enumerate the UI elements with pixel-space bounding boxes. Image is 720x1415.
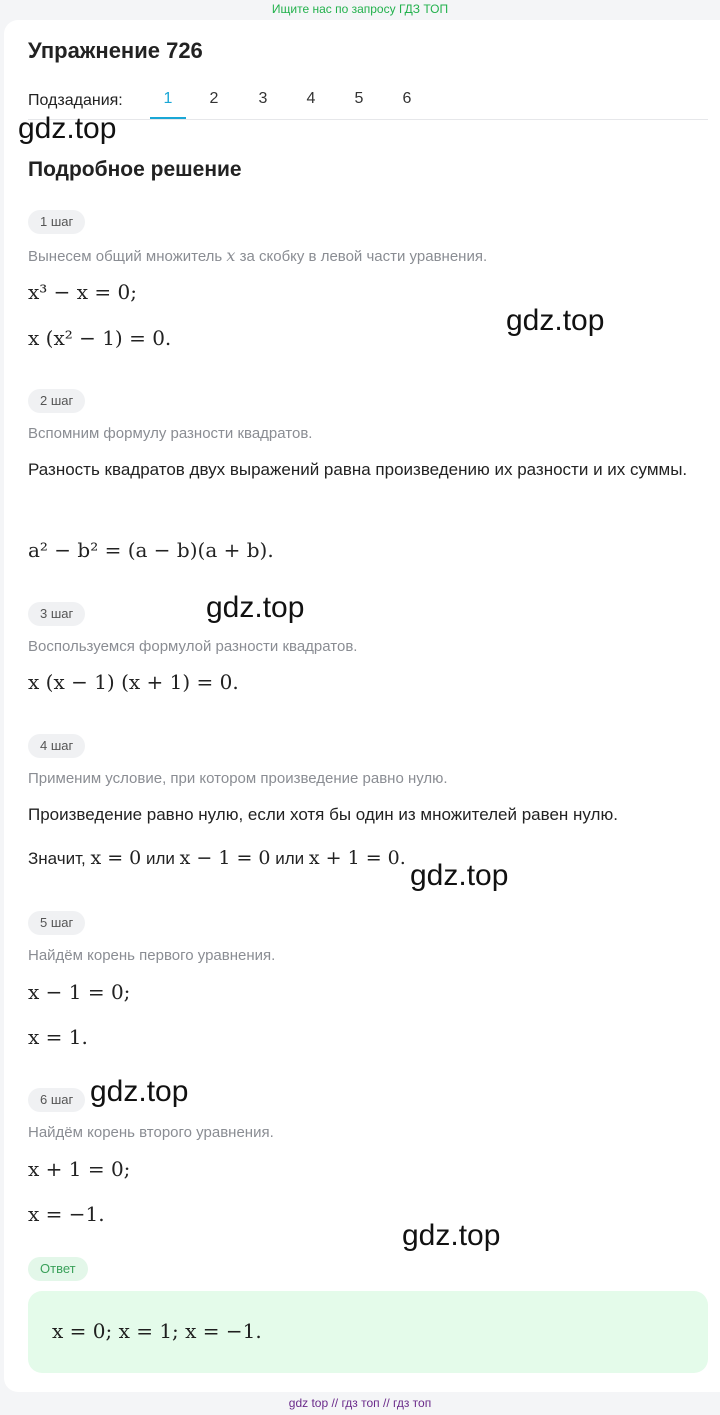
step-6-equation-1: x + 1 = 0;	[28, 1157, 131, 1181]
answer-value: x = 0; x = 1; x = −1.	[52, 1319, 262, 1343]
tab-subtask-5[interactable]: 5	[354, 90, 364, 107]
step-1-equation-2: x (x² − 1) = 0.	[28, 326, 172, 350]
step-1-equation-1: x³ − x = 0;	[28, 280, 137, 304]
step-3-hint: Воспользуемся формулой разности квадратов.	[28, 638, 358, 655]
subtasks-label: Подзадания:	[28, 92, 123, 109]
step-1-hint: Вынесем общий множитель x за скобку в левой части уравнения.	[28, 246, 488, 265]
step-4-label: 4 шаг	[28, 734, 85, 758]
answer-label: Ответ	[28, 1257, 88, 1281]
step-3-label: 3 шаг	[28, 602, 85, 626]
tab-subtask-4[interactable]: 4	[306, 90, 316, 107]
watermark: gdz.top	[402, 1219, 501, 1252]
step-1-label: 1 шаг	[28, 210, 85, 234]
step-2-text: Разность квадратов двух выражений равна произведению их разности и их суммы.	[28, 460, 688, 479]
step-5-equation-1: x − 1 = 0;	[28, 980, 131, 1004]
top-banner[interactable]: Ищите нас по запросу ГДЗ ТОП	[271, 2, 449, 16]
tab-subtask-6[interactable]: 6	[402, 90, 412, 107]
step-4-hint: Применим условие, при котором произведение равно нулю.	[28, 770, 448, 787]
step-2-formula: a² − b² = (a − b)(a + b).	[28, 538, 274, 562]
answer-box	[28, 1291, 708, 1373]
watermark: gdz.top	[206, 591, 305, 624]
step-4-conclusion: Значит, x = 0 или x − 1 = 0 или x + 1 = 0.	[28, 847, 406, 869]
watermark: gdz.top	[90, 1075, 189, 1108]
watermark: gdz.top	[410, 859, 509, 892]
watermark: gdz.top	[18, 112, 117, 145]
footer-links[interactable]: gdz top // гдз топ // гдз топ	[288, 1396, 432, 1410]
tab-subtask-2[interactable]: 2	[209, 90, 219, 107]
content-card	[4, 20, 720, 1392]
step-6-equation-2: x = −1.	[28, 1202, 105, 1226]
watermark: gdz.top	[506, 304, 605, 337]
step-2-label: 2 шаг	[28, 389, 85, 413]
step-6-label: 6 шаг	[28, 1088, 85, 1112]
step-5-hint: Найдём корень первого уравнения.	[28, 947, 276, 964]
subtask-tabs	[28, 92, 708, 120]
step-2-hint: Вспомним формулу разности квадратов.	[28, 425, 313, 442]
step-4-text: Произведение равно нулю, если хотя бы один из множителей равен нулю.	[28, 805, 618, 824]
tab-subtask-1[interactable]: 1	[150, 90, 186, 119]
section-title: Подробное решение	[28, 158, 242, 181]
step-5-label: 5 шаг	[28, 911, 85, 935]
step-6-hint: Найдём корень второго уравнения.	[28, 1124, 274, 1141]
page-title: Упражнение 726	[28, 38, 203, 63]
step-5-equation-2: x = 1.	[28, 1025, 88, 1049]
step-3-equation: x (x − 1) (x + 1) = 0.	[28, 670, 239, 694]
tab-subtask-3[interactable]: 3	[258, 90, 268, 107]
